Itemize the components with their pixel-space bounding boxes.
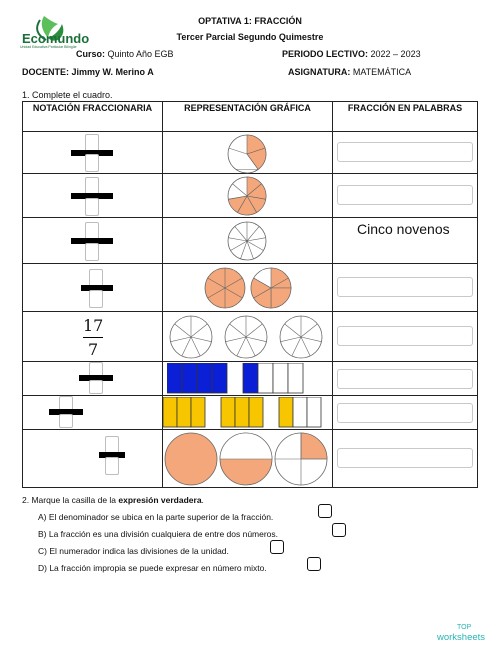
words-cell	[333, 174, 478, 218]
graphic-cell	[163, 174, 333, 218]
option-b: B) La fracción es una división cualquiera de entre dos números.	[38, 529, 279, 539]
denominator-input[interactable]	[105, 457, 119, 475]
denominator-input[interactable]	[89, 290, 103, 308]
checkbox-b[interactable]	[332, 523, 346, 537]
option-c: C) El numerador indica las divisiones de la unidad.	[38, 546, 229, 556]
words-cell	[333, 264, 478, 312]
table-row	[23, 362, 478, 396]
fraction-numerator: 17	[83, 316, 104, 335]
denominator-input[interactable]	[85, 243, 99, 261]
periodo-line	[282, 49, 421, 59]
denominator-input[interactable]	[85, 154, 99, 172]
school-name: Ecomundo	[22, 31, 90, 46]
periodo-label: PERIODO LECTIVO:	[282, 49, 369, 59]
q2-instruction-prefix: 2. Marque la casilla de la	[22, 495, 119, 505]
graphic-cell	[163, 264, 333, 312]
notation-cell	[23, 174, 163, 218]
checkbox-a[interactable]	[318, 504, 332, 518]
fraction-line	[83, 337, 103, 338]
graphic-cell	[163, 362, 333, 396]
graphic-cell	[163, 132, 333, 174]
pie-chart	[225, 219, 269, 263]
curso-line	[76, 49, 174, 59]
notation-cell	[23, 430, 163, 488]
table-row	[23, 312, 478, 362]
asignatura-line	[288, 67, 411, 77]
asignatura-value: MATEMÁTICA	[352, 67, 412, 77]
worksheet-subtitle: Tercer Parcial Segundo Quimestre	[176, 32, 324, 42]
words-cell	[333, 362, 478, 396]
pie-chart-triple	[167, 313, 327, 361]
table-row	[23, 396, 478, 430]
answer-input[interactable]	[337, 185, 473, 205]
words-cell	[333, 218, 478, 264]
pie-chart	[225, 174, 269, 218]
asignatura-label: ASIGNATURA:	[288, 67, 351, 77]
graphic-cell	[163, 218, 333, 264]
header-palabras: FRACCIÓN EN PALABRAS	[333, 102, 478, 132]
header-grafica: REPRESENTACIÓN GRÁFICA	[163, 102, 333, 132]
notation-cell	[23, 264, 163, 312]
q1-instruction: 1. Complete el cuadro.	[22, 90, 113, 100]
pie-chart	[225, 132, 269, 176]
denominator-input[interactable]	[85, 198, 99, 216]
words-cell	[333, 430, 478, 488]
notation-cell	[23, 312, 163, 362]
curso-label: Curso:	[76, 49, 105, 59]
notation-cell	[23, 396, 163, 430]
brand-bottom: worksheets	[437, 632, 486, 643]
row3-answer-text: Cinco novenos	[357, 221, 450, 237]
answer-input[interactable]	[337, 277, 473, 297]
answer-input[interactable]	[337, 326, 473, 346]
table-row	[23, 174, 478, 218]
notation-cell	[23, 362, 163, 396]
graphic-cell	[163, 312, 333, 362]
words-cell	[333, 132, 478, 174]
answer-input[interactable]	[337, 369, 473, 389]
bar-model-blue	[167, 363, 327, 395]
notation-cell	[23, 132, 163, 174]
q2-instruction-suffix: .	[201, 495, 204, 505]
option-a: A) El denominador se ubica en la parte superior de la fracción.	[38, 512, 274, 522]
option-d: D) La fracción impropia se puede expresar en número mixto.	[38, 563, 267, 573]
words-cell	[333, 312, 478, 362]
denominator-input[interactable]	[59, 414, 73, 428]
docente-value: Jimmy W. Merino A	[71, 67, 154, 77]
graphic-cell	[163, 396, 333, 430]
bar-model-yellow	[163, 397, 329, 429]
checkbox-d[interactable]	[307, 557, 321, 571]
answer-input[interactable]	[337, 403, 473, 423]
answer-input[interactable]	[337, 142, 473, 162]
table-row	[23, 430, 478, 488]
fraction-denominator: 7	[88, 340, 99, 359]
brand-top: TOP	[457, 624, 472, 631]
pie-chart-pair	[203, 265, 293, 311]
docente-label: DOCENTE:	[22, 67, 69, 77]
periodo-value: 2022 – 2023	[370, 49, 421, 59]
answer-input[interactable]	[337, 448, 473, 468]
school-tagline: Unidad Educativa Particular Bilingüe	[20, 45, 77, 49]
worksheet-title: OPTATIVA 1: FRACCIÓN	[198, 16, 302, 26]
fraction-table	[22, 101, 478, 488]
pie-chart-triple-halves	[163, 431, 329, 487]
denominator-input[interactable]	[89, 380, 103, 394]
checkbox-c[interactable]	[270, 540, 284, 554]
curso-value: Quinto Año EGB	[107, 49, 174, 59]
graphic-cell	[163, 430, 333, 488]
notation-cell	[23, 218, 163, 264]
words-cell	[333, 396, 478, 430]
table-header-row	[23, 102, 478, 132]
header-notacion: NOTACIÓN FRACCIONARIA	[23, 102, 163, 132]
q2-instruction	[22, 495, 204, 505]
docente-line	[22, 67, 154, 77]
table-row	[23, 264, 478, 312]
q2-instruction-bold: expresión verdadera	[118, 495, 202, 505]
table-row	[23, 218, 478, 264]
table-row	[23, 132, 478, 174]
